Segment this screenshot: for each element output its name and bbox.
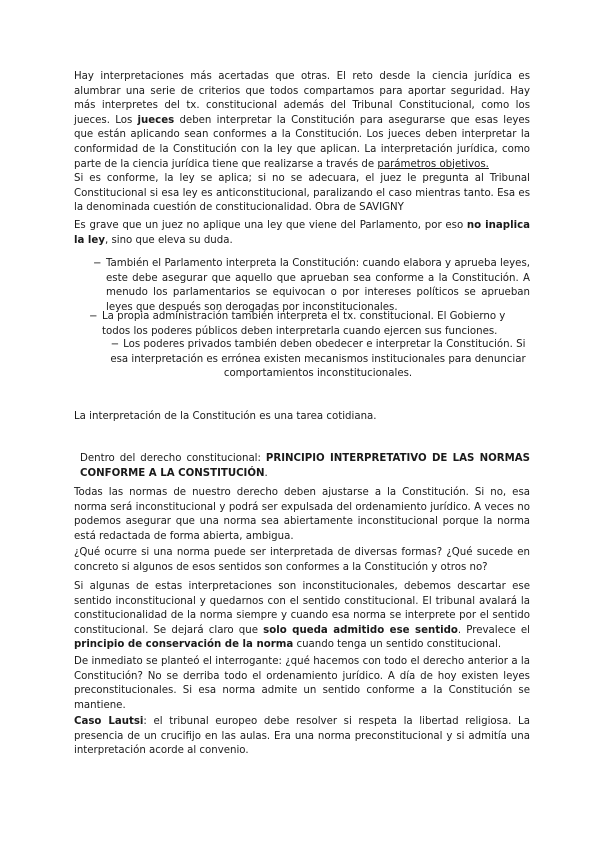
underlined-parametros: parámetros objetivos. [377,158,489,170]
bold-caso-lautsi: Caso Lautsi [74,716,144,727]
bullet-text: También el Parlamento interpreta la Constitución: cuando elabora y aprueba leyes, este debe asegurar que aquello que aprueban sea conforme a la Constitución. A menudo los parlamentarios se equivocan o por intereses políticos se aprueban leyes que después son derogadas por inconstitucionales. [106,258,530,313]
text: Si algunas de estas interpretaciones son inconstitucionales, debemos descartar ese sentido inconstitucional y quedarnos con el sentido constitucional. El tribunal avalará la constitucionalidad de la norma siempre y cuando esa norma se interprete por el sentido constitucional. Se dejará claro que [74,581,530,636]
paragraph-preguntas: ¿Qué ocurre si una norma puede ser interpretada de diversas formas? ¿Qué sucede en concreto si algunos de esos sentidos son conformes a la Constitución y otros no? [74,547,530,573]
bullet-item-poderes-privados [108,338,528,382]
dash-icon: − [89,311,98,322]
bullet-item-administracion [89,310,530,339]
bold-solo-queda: solo queda admitido ese sentido [263,624,458,636]
dash-icon: − [110,339,120,350]
bold-no-inaplica: no inaplica la ley [74,220,530,246]
paragraph-normas-ajustarse: Todas las normas de nuestro derecho deben ajustarse a la Constitución. Si no, esa norma será inconstitucional y podrá ser expulsada del ordenamiento jurídico. A veces no podemos asegurar que una norma sea abiertamente inconstitucional porque la norma está redactada de forma abierta, ambigua. [74,487,530,542]
bold-principio-conservacion: principio de conservación de la norma [74,639,294,651]
bullet-item-parlamento [93,257,530,315]
text: Dentro del derecho constitucional: [80,453,266,464]
paragraph-derecho-anterior: De inmediato se planteó el interrogante: ¿qué hacemos con todo el derecho anterior a la Constitución? No se derriba todo el ordenamiento jurídico. A día de hoy existen leyes preconstitucionales. Si esa norma admite un sentido conforme a la Constitución se mantiene. [74,656,530,711]
text: , sino que eleva su duda. [104,234,233,246]
paragraph-interpretes [74,70,530,172]
paragraph-juez-parlamento [74,219,530,248]
bullet-text: Los poderes privados también deben obedecer e interpretar la Constitución. Si esa interpretación es errónea existen mecanismos institucionales para denunciar comportamientos inconstitucionales. [110,339,526,380]
bold-term-jueces: jueces [137,114,175,126]
bullet-text: La propia administración también interpreta el tx. constitucional. El Gobierno y todos los poderes públicos deben interpretarla cuando ejercen sus funciones. [102,311,506,337]
dash-icon: − [93,258,102,269]
text: cuando tenga un sentido constitucional. [293,639,502,651]
text: . Prevalece el [457,624,530,636]
text: Hay interpretaciones más acertadas que otras. El reto desde la ciencia jurídica es alumbrar una serie de criterios que todos compartamos para aportar seguridad. Hay más interpretes del tx. constitucional además del Tribunal Constitucional, como los jueces. Los [74,71,530,126]
text: : el tribunal europeo debe resolver si respeta la libertad religiosa. La presencia de un crucifijo en las aulas. Era una norma preconstitucional y si admitía una interpretación acorde al convenio. [74,716,530,757]
paragraph-conservacion-norma [74,580,530,653]
paragraph-cuestion-constitucionalidad: Si es conforme, la ley se aplica; si no se adecuara, el juez le pregunta al Tribunal Constitucional si esa ley es anticonstitucional, paralizando el caso mientras tanto. Esa es la denominada cuestión de constitucionalidad. Obra de SAVIGNY [74,173,530,214]
paragraph-tarea-cotidiana: La interpretación de la Constitución es una tarea cotidiana. [74,411,377,422]
heading-principio: PRINCIPIO INTERPRETATIVO DE LAS NORMAS CONFORME A LA CONSTITUCIÓN [80,453,530,479]
paragraph-caso-lautsi [74,715,530,759]
paragraph-principio-interpretativo [80,452,530,481]
text: Es grave que un juez no aplique una ley que viene del Parlamento, por eso [74,220,467,231]
text: . [264,467,268,479]
text: deben interpretar la Constitución para asegurarse que esas leyes que están aplicando sean conformes a la Constitución. Los jueces deben interpretar la conformidad de la Constitución con la ley que aplican. La interpretación jurídica, como parte de la ciencia jurídica tiene que realizarse a través de [74,114,530,170]
